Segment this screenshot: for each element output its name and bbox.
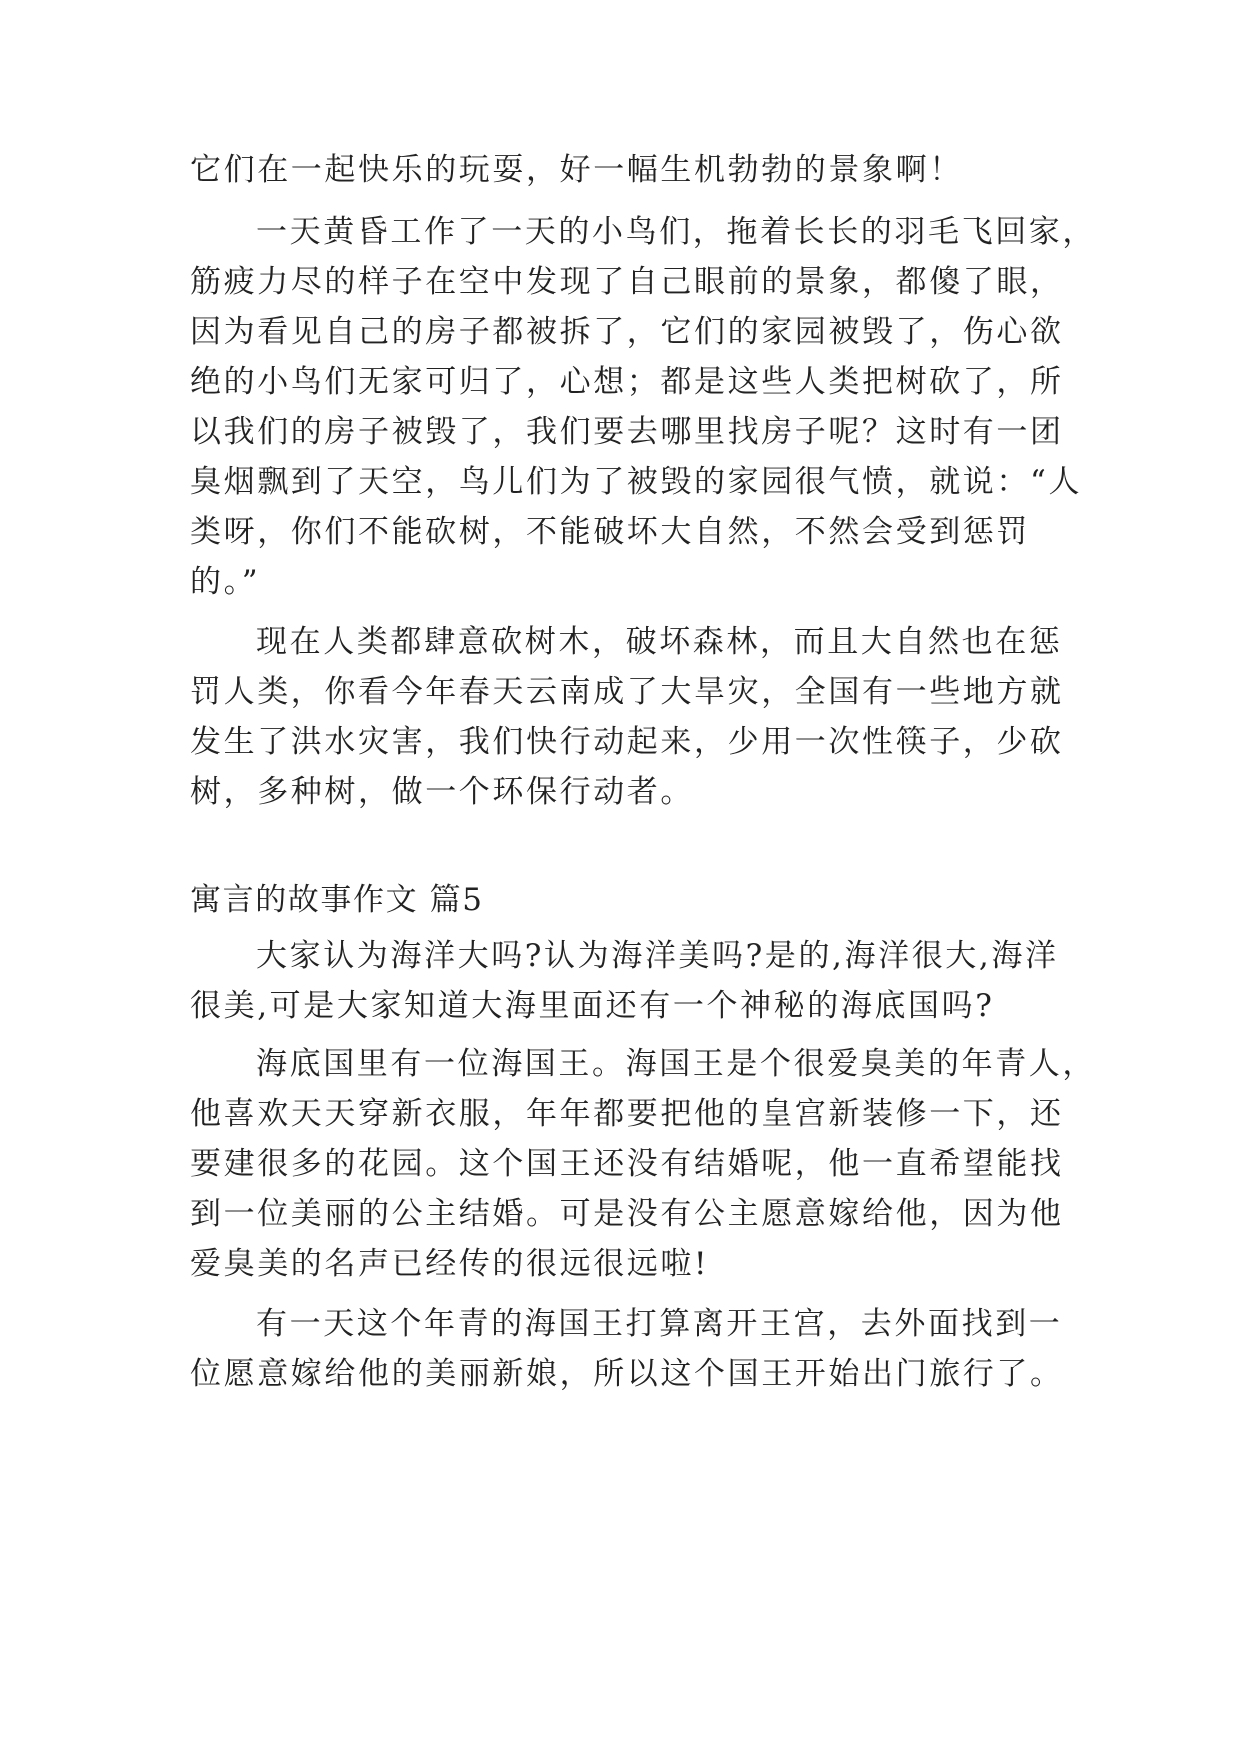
text-line: 臭烟飘到了天空，鸟儿们为了被毁的家园很气愤，就说：“人 <box>190 464 1083 500</box>
paragraph-first-line: 大家认为海洋大吗?认为海洋美吗?是的,海洋很大,海洋 <box>256 938 1059 974</box>
text-line: 位愿意嫁给他的美丽新娘，所以这个国王开始出门旅行了。 <box>190 1356 1064 1392</box>
paragraph-first-line: 一天黄昏工作了一天的小鸟们，拖着长长的羽毛飞回家， <box>256 214 1096 250</box>
text-line: 筋疲力尽的样子在空中发现了自己眼前的景象，都傻了眼， <box>190 264 1064 300</box>
text-line: 要建很多的花园。这个国王还没有结婚呢，他一直希望能找 <box>190 1146 1064 1182</box>
text-line: 他喜欢天天穿新衣服，年年都要把他的皇宫新装修一下，还 <box>190 1096 1064 1132</box>
paragraph-first-line: 现在人类都肆意砍树木，破坏森林，而且大自然也在惩 <box>256 624 1063 660</box>
section-heading: 寓言的故事作文 篇5 <box>190 882 484 918</box>
text-line: 类呀，你们不能砍树，不能破坏大自然，不然会受到惩罚 <box>190 514 1030 550</box>
text-line: 因为看见自己的房子都被拆了，它们的家园被毁了，伤心欲 <box>190 314 1064 350</box>
text-line: 以我们的房子被毁了，我们要去哪里找房子呢？这时有一团 <box>190 414 1064 450</box>
text-line: 的。” <box>190 564 261 600</box>
text-line: 爱臭美的名声已经传的很远很远啦! <box>190 1246 710 1282</box>
text-line: 绝的小鸟们无家可归了，心想；都是这些人类把树砍了，所 <box>190 364 1064 400</box>
text-line: 到一位美丽的公主结婚。可是没有公主愿意嫁给他，因为他 <box>190 1196 1064 1232</box>
text-line: 它们在一起快乐的玩耍，好一幅生机勃勃的景象啊！ <box>190 152 963 188</box>
text-line: 树，多种树，做一个环保行动者。 <box>190 774 694 810</box>
text-line: 发生了洪水灾害，我们快行动起来，少用一次性筷子，少砍 <box>190 724 1064 760</box>
paragraph-first-line: 有一天这个年青的海国王打算离开王宫，去外面找到一 <box>256 1306 1063 1342</box>
text-line: 罚人类，你看今年春天云南成了大旱灾，全国有一些地方就 <box>190 674 1064 710</box>
text-line: 很美,可是大家知道大海里面还有一个神秘的海底国吗? <box>190 988 995 1024</box>
paragraph-first-line: 海底国里有一位海国王。海国王是个很爱臭美的年青人， <box>256 1046 1096 1082</box>
